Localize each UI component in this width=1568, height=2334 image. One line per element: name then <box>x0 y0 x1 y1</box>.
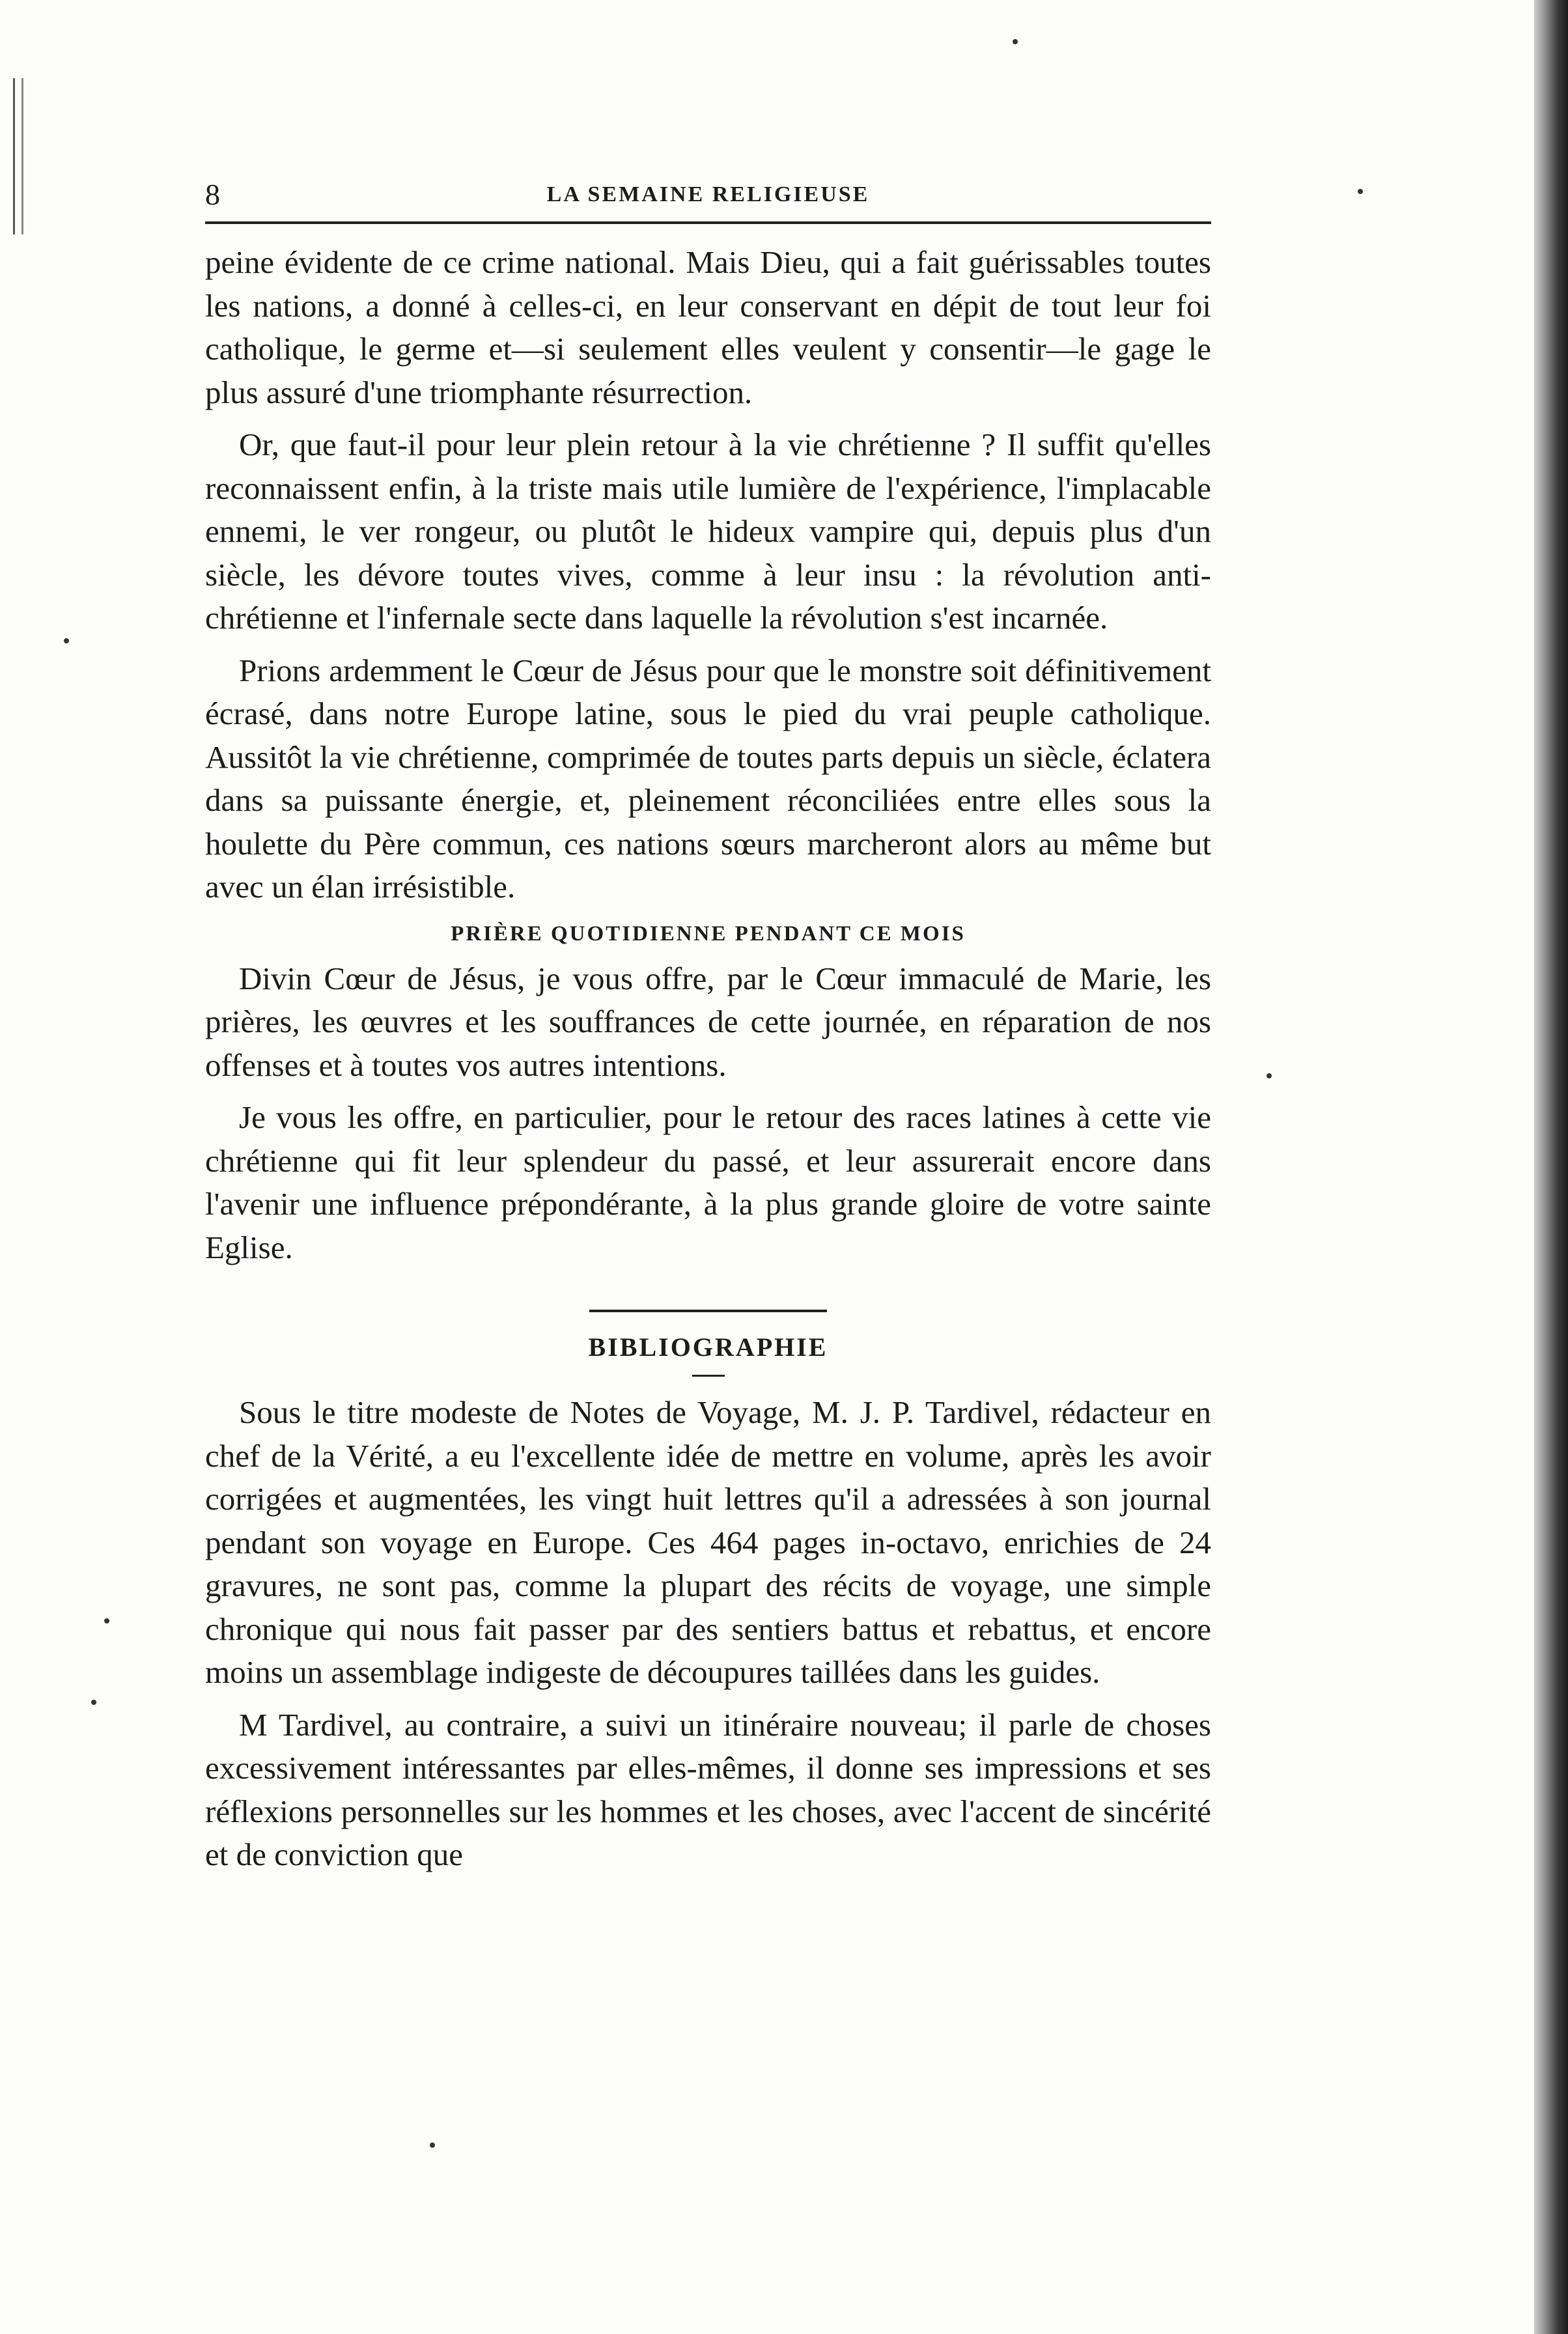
paragraph-1: peine évidente de ce crime national. Mais Dieu, qui a fait guérissables toutes les nations, a donné à celles-ci, en leur conservant en dépit de tout leur foi catholique, le germe et—si seulement elles veulent y consentir—le gage le plus assuré d'une triomphante résurrection. <box>205 244 1211 410</box>
running-head <box>205 176 1211 224</box>
heading-underline <box>692 1375 725 1377</box>
paragraph-7: M Tardivel, au contraire, a suivi un itinéraire nouveau; il parle de choses excessivement intéressantes par elles-mêmes, il donne ses impressions et ses réflexions personnelles sur les hommes et les choses, avec l'accent de sincérité et de conviction que <box>205 1706 1211 1872</box>
page-number: 8 <box>205 178 220 211</box>
ink-speck <box>64 638 69 643</box>
paragraph-3: Prions ardemment le Cœur de Jésus pour que le monstre soit définitivement écrasé, dans notre Europe latine, sous le pied du vrai peuple catholique. Aussitôt la vie chrétienne, comprimée de toutes parts depuis un siècle, éclatera dans sa puissante énergie, et, pleinement réconciliées entre elles sous la houlette du Père commun, ces nations sœurs marcheront alors au même but avec un élan irrésistible. <box>205 652 1211 905</box>
document-page <box>205 176 1211 1886</box>
ink-speck <box>91 1700 96 1705</box>
margin-mark <box>13 78 23 234</box>
ink-speck <box>1013 39 1018 44</box>
bibliography-heading: BIBLIOGRAPHIE <box>588 1332 828 1362</box>
paragraph-6: Sous le titre modeste de Notes de Voyage, M. J. P. Tardivel, rédacteur en chef de la Vérité, a eu l'excellente idée de mettre en volume, après les avoir corrigées et augmentées, les vingt huit lettres qu'il a adressées à son journal pendant son voyage en Europe. Ces 464 pages in-octavo, enrichies de 24 gravures, ne sont pas, comme la plupart des récits de voyage, une simple chronique qui nous fait passer par des sentiers battus et rebattus, et encore moins un assemblage indigeste de découpures taillées dans les guides. <box>205 1394 1211 1690</box>
paragraph-4: Divin Cœur de Jésus, je vous offre, par le Cœur immaculé de Marie, les prières, les œuvres et les souffrances de cette journée, en réparation de nos offenses et à toutes vos autres intentions. <box>205 960 1211 1083</box>
paragraph-2: Or, que faut-il pour leur plein retour à la vie chrétienne ? Il suffit qu'elles reconnaissent enfin, à la triste mais utile lumière de l'expérience, l'implacable ennemi, le ver rongeur, ou plutôt le hideux vampire qui, depuis plus d'un siècle, les dévore toutes vives, comme à leur insu : la révolution anti-chrétienne et l'infernale secte dans laquelle la révolution s'est incarnée. <box>205 427 1211 636</box>
paragraph-5: Je vous les offre, en particulier, pour le retour des races latines à cette vie chrétienne qui fit leur splendeur du passé, et leur assurerait encore dans l'avenir une influence prépondérante, à la plus grande gloire de votre sainte Eglise. <box>205 1099 1211 1265</box>
prayer-heading: PRIÈRE QUOTIDIENNE PENDANT CE MOIS <box>451 921 966 946</box>
journal-title: LA SEMAINE RELIGIEUSE <box>546 182 870 206</box>
binding-edge <box>1534 0 1568 2334</box>
section-divider <box>589 1310 827 1312</box>
ink-speck <box>104 1618 109 1624</box>
ink-speck <box>1358 189 1363 194</box>
body-text <box>205 241 1211 1877</box>
ink-speck <box>430 2143 435 2148</box>
ink-speck <box>1267 1073 1272 1078</box>
